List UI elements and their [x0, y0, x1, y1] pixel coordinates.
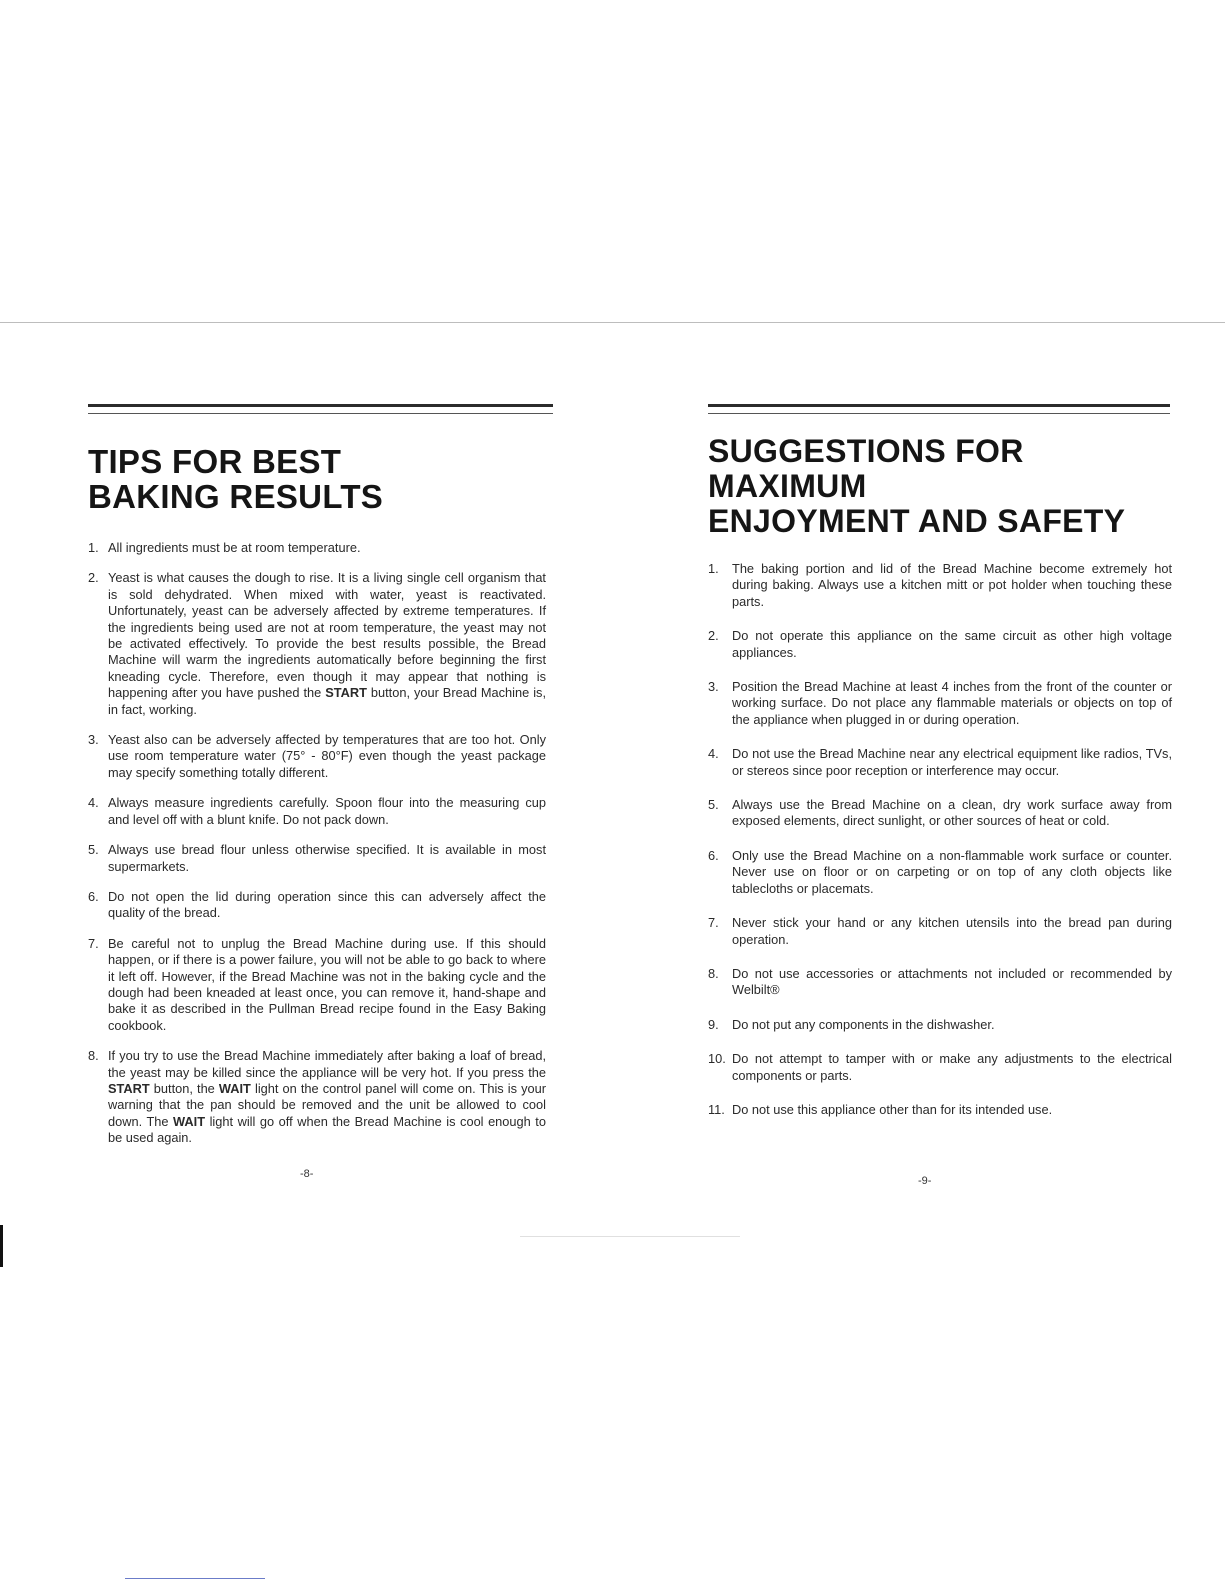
page-number-right: -9-	[918, 1175, 932, 1187]
item-text: Do not use accessories or attachments not included or recommended by Welbilt®	[732, 965, 1172, 998]
list-item	[708, 797, 1172, 830]
item-number: 8.	[88, 1048, 99, 1064]
list-item	[708, 848, 1172, 897]
left-page	[88, 404, 546, 1161]
scan-edge-mark	[0, 1225, 3, 1267]
bold-term: WAIT	[173, 1113, 206, 1129]
item-text: Do not attempt to tamper with or make any adjustments to the electrical components or parts.	[732, 1051, 1172, 1083]
item-text: Always use the Bread Machine on a clean, dry work surface away from exposed elements, direct sunlight, or other sources of heat or cold.	[732, 797, 1172, 829]
item-number: 2.	[708, 628, 719, 644]
list-item	[88, 936, 546, 1034]
list-item	[708, 915, 1172, 948]
section-rule	[708, 404, 1170, 414]
item-number: 11.	[708, 1101, 725, 1117]
list-item	[708, 966, 1172, 999]
list-item	[708, 1017, 1172, 1033]
item-number: 4.	[708, 746, 719, 762]
item-text: Yeast also can be adversely affected by temperatures that are too hot. Only use room temperature water (75° - 80°F) even though the yeast package may specify something totally different.	[108, 732, 546, 780]
list-item	[708, 679, 1172, 728]
title-line-1: TIPS FOR BEST	[88, 443, 342, 480]
bold-term: START	[325, 685, 367, 701]
bold-term: START	[108, 1080, 150, 1096]
item-number: 9.	[708, 1016, 719, 1032]
page-title	[708, 434, 1172, 539]
title-line-2: ENJOYMENT AND SAFETY	[708, 503, 1126, 539]
item-text: All ingredients must be at room temperature.	[108, 540, 361, 555]
item-text: light will go off when the Bread Machine is cool enough to be used again.	[108, 1113, 546, 1146]
item-text: The baking portion and lid of the Bread Machine become extremely hot during baking. Always use a kitchen mitt or pot holder when touching these parts.	[732, 561, 1172, 609]
list-item	[88, 889, 546, 922]
item-number: 5.	[708, 797, 719, 813]
item-text: Do not use this appliance other than for its intended use.	[732, 1101, 1053, 1117]
title-line-2: BAKING RESULTS	[88, 478, 384, 515]
item-text: button, the	[149, 1080, 219, 1096]
list-item	[708, 1051, 1172, 1084]
item-number: 2.	[88, 570, 99, 586]
item-number: 10.	[708, 1051, 726, 1067]
scan-edge-underline	[125, 1578, 265, 1579]
item-text: Always measure ingredients carefully. Spoon flour into the measuring cup and level off with a blunt knife. Do not pack down.	[108, 795, 546, 827]
list-item	[88, 540, 546, 556]
item-text: Do not use the Bread Machine near any electrical equipment like radios, TVs, or stereos since poor reception or interference may occur.	[732, 746, 1172, 778]
item-number: 3.	[88, 732, 99, 748]
list-item	[88, 570, 546, 718]
item-number: 6.	[708, 847, 719, 863]
list-item	[708, 746, 1172, 779]
item-number: 8.	[708, 965, 719, 981]
right-page	[708, 404, 1172, 1136]
item-number: 1.	[708, 561, 719, 576]
item-number: 4.	[88, 795, 99, 811]
section-rule	[88, 404, 553, 414]
list-item	[708, 628, 1172, 661]
title-line-1: SUGGESTIONS FOR MAXIMUM	[708, 433, 1024, 504]
item-text: If you try to use the Bread Machine immediately after baking a loaf of bread, the yeast may be killed since the appliance will be very hot. If you press the	[108, 1048, 546, 1080]
list-item	[708, 561, 1172, 610]
item-number: 1.	[88, 540, 99, 555]
item-text: Do not put any components in the dishwasher.	[732, 1016, 995, 1032]
tips-list	[88, 540, 546, 1147]
item-text: Always use bread flour unless otherwise specified. It is available in most supermarkets.	[108, 842, 546, 874]
item-text: Never stick your hand or any kitchen utensils into the bread pan during operation.	[732, 915, 1172, 947]
item-number: 6.	[88, 888, 99, 904]
item-number: 7.	[88, 935, 99, 951]
item-text: Yeast is what causes the dough to rise. It is a living single cell organism that is sold dehydrated. When mixed with water, yeast is reactivated. Unfortunately, yeast can be adversely affected by extreme temperatures. If the ingredients being used are not at room temperature, the yeast may not be activated effectively. To provide the best results possible, the Bread Machine will warm the ingredients automatically before beginning the first kneading cycle. Therefore, even though it may appear that nothing is happening after you have pushed the	[108, 570, 546, 701]
item-text: light on the control panel will come on. This is your warning that the pan should be removed and the unit be allowed to cool down. The	[108, 1080, 546, 1129]
item-number: 3.	[708, 679, 719, 695]
item-text: Do not operate this appliance on the same circuit as other high voltage appliances.	[732, 628, 1172, 660]
item-number: 7.	[708, 915, 719, 931]
scan-bottom-rule	[520, 1236, 740, 1237]
list-item	[708, 1102, 1172, 1118]
suggestions-list	[708, 561, 1172, 1118]
item-text: Position the Bread Machine at least 4 inches from the front of the counter or working surface. Do not place any flammable materials or objects on top of the appliance when plugged in or during operation.	[732, 679, 1172, 727]
page-number-left: -8-	[300, 1168, 314, 1180]
item-text: Do not open the lid during operation since this can adversely affect the quality of the bread.	[108, 888, 546, 921]
list-item	[88, 795, 546, 828]
item-text: Be careful not to unplug the Bread Machine during use. If this should happen, or if there is a power failure, you will not be able to go back to where it left off. However, if the Bread Machine was not in the baking cycle and the dough had been kneaded at least once, you can remove it, hand-shape and bake it as described in the Pullman Bread recipe found in the Easy Baking cookbook.	[108, 935, 546, 1033]
list-item	[88, 732, 546, 781]
item-text: button, your Bread Machine is, in fact, working.	[108, 685, 546, 717]
list-item	[88, 1048, 546, 1146]
bold-term: WAIT	[218, 1080, 251, 1096]
item-number: 5.	[88, 842, 99, 858]
list-item	[88, 842, 546, 875]
scan-top-rule	[0, 322, 1225, 323]
page-title	[88, 444, 546, 514]
item-text: Only use the Bread Machine on a non-flammable work surface or counter. Never use on floor or on carpeting or on top of any cloth objects like tablecloths or placemats.	[732, 847, 1172, 896]
